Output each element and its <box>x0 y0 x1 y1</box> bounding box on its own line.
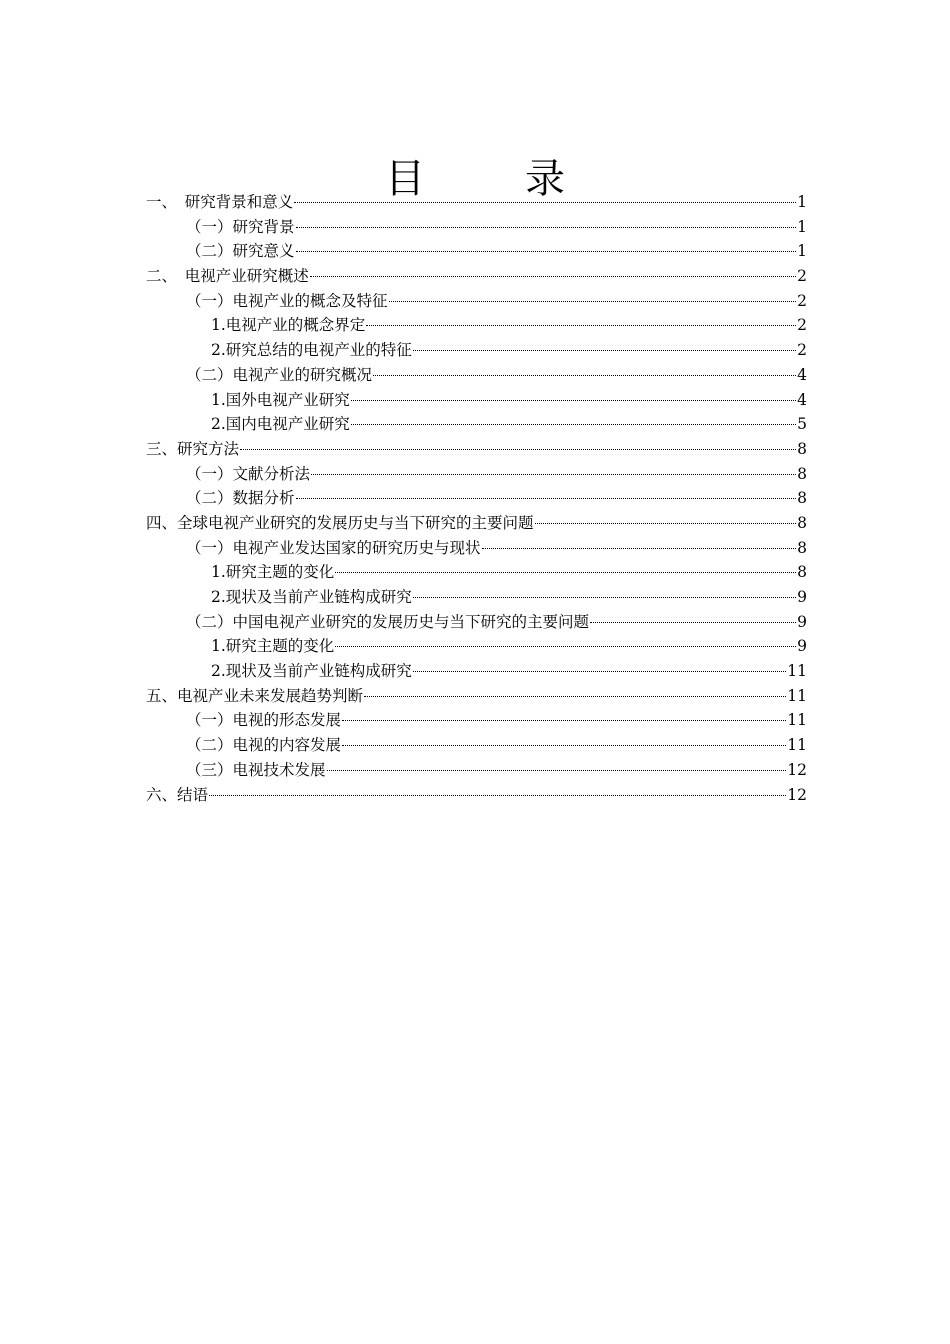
toc-entry[interactable] <box>146 585 807 610</box>
toc-entry[interactable] <box>146 783 807 808</box>
toc-entry[interactable] <box>146 536 807 561</box>
toc-page-number: 4 <box>797 365 807 384</box>
toc-title: 目 录 <box>385 155 595 202</box>
toc-entry[interactable] <box>146 560 807 585</box>
toc-entry-text: （一）研究背景 <box>186 217 295 236</box>
toc-entry[interactable] <box>146 239 807 264</box>
toc-entry-text: 五、电视产业未来发展趋势判断 <box>146 686 364 705</box>
toc-dot-leader <box>364 696 786 697</box>
toc-entry[interactable] <box>146 363 807 388</box>
toc-dot-leader <box>342 720 786 721</box>
toc-entry[interactable] <box>146 733 807 758</box>
toc-entry-text: （二）数据分析 <box>186 489 295 508</box>
toc-page-number: 2 <box>797 316 807 335</box>
toc-entry[interactable] <box>146 313 807 338</box>
toc-page-number: 4 <box>797 390 807 409</box>
toc-entry-text: （二）研究意义 <box>186 242 295 261</box>
toc-dot-leader <box>311 474 796 475</box>
toc-dot-leader <box>482 548 797 549</box>
toc-entry[interactable] <box>146 684 807 709</box>
toc-dot-leader <box>366 325 796 326</box>
toc-entry[interactable] <box>146 264 807 289</box>
toc-entry-text: 一、 研究背景和意义 <box>146 193 294 211</box>
toc-page-number: 8 <box>797 439 807 458</box>
toc-entry-text: （三）电视技术发展 <box>186 760 326 779</box>
toc-entry-text: 六、结语 <box>146 785 209 804</box>
toc-list <box>146 190 807 807</box>
toc-page-number: 5 <box>797 415 807 434</box>
toc-entry[interactable] <box>146 437 807 462</box>
toc-entry[interactable] <box>146 412 807 437</box>
toc-page-number: 1 <box>797 193 807 211</box>
toc-entry-text: （一）电视产业的概念及特征 <box>186 291 388 310</box>
toc-page-number: 11 <box>787 711 807 730</box>
toc-page-number: 9 <box>797 637 807 656</box>
toc-entry-text: （二）电视的内容发展 <box>186 736 342 755</box>
toc-entry-text: 1.研究主题的变化 <box>211 637 335 656</box>
toc-dot-leader <box>535 523 797 524</box>
toc-entry[interactable] <box>146 462 807 487</box>
toc-page-number: 11 <box>787 662 807 681</box>
toc-page-number: 12 <box>787 785 807 804</box>
toc-page-number: 11 <box>787 736 807 755</box>
toc-entry[interactable] <box>146 610 807 635</box>
toc-dot-leader <box>590 622 796 623</box>
toc-page-number: 8 <box>797 563 807 582</box>
toc-entry[interactable] <box>146 289 807 314</box>
toc-entry-text: 1.研究主题的变化 <box>211 563 335 582</box>
toc-dot-leader <box>413 350 796 351</box>
toc-entry[interactable] <box>146 634 807 659</box>
toc-dot-leader <box>351 400 796 401</box>
toc-entry-text: 2.国内电视产业研究 <box>211 415 350 434</box>
toc-dot-leader <box>310 276 796 277</box>
toc-dot-leader <box>351 424 796 425</box>
toc-entry-text: 1.国外电视产业研究 <box>211 390 350 409</box>
toc-dot-leader <box>294 202 796 203</box>
toc-page-number: 8 <box>797 513 807 532</box>
toc-entry[interactable] <box>146 486 807 511</box>
toc-entry-text: 三、研究方法 <box>146 439 240 458</box>
toc-entry[interactable] <box>146 338 807 363</box>
toc-dot-leader <box>209 795 786 796</box>
toc-page-number: 1 <box>797 217 807 236</box>
toc-page-number: 2 <box>797 341 807 360</box>
toc-entry[interactable] <box>146 388 807 413</box>
toc-dot-leader <box>413 671 786 672</box>
toc-page-number: 11 <box>787 686 807 705</box>
toc-entry[interactable] <box>146 190 807 215</box>
toc-entry-text: 2.现状及当前产业链构成研究 <box>211 662 412 681</box>
toc-entry-text: 1.电视产业的概念界定 <box>211 316 366 335</box>
toc-entry-text: 2.现状及当前产业链构成研究 <box>211 588 412 606</box>
toc-dot-leader <box>240 449 796 450</box>
toc-page-number: 2 <box>797 291 807 310</box>
toc-entry[interactable] <box>146 659 807 684</box>
toc-dot-leader <box>413 597 796 598</box>
toc-entry[interactable] <box>146 511 807 536</box>
toc-entry-text: （一）电视产业发达国家的研究历史与现状 <box>186 538 481 557</box>
toc-page-number: 1 <box>797 242 807 261</box>
toc-page-number: 2 <box>797 267 807 286</box>
toc-dot-leader <box>342 745 786 746</box>
toc-dot-leader <box>296 227 797 228</box>
toc-entry-text: 2.研究总结的电视产业的特征 <box>211 341 412 360</box>
toc-entry[interactable] <box>146 708 807 733</box>
toc-page-number: 8 <box>797 538 807 557</box>
toc-entry-text: （二）中国电视产业研究的发展历史与当下研究的主要问题 <box>186 612 590 631</box>
toc-entry[interactable] <box>146 758 807 783</box>
toc-entry-text: 二、 电视产业研究概述 <box>146 267 309 286</box>
toc-page-number: 12 <box>787 760 807 779</box>
toc-page-number: 8 <box>797 464 807 483</box>
toc-dot-leader <box>296 251 797 252</box>
toc-page-number: 8 <box>797 489 807 508</box>
toc-dot-leader <box>335 572 796 573</box>
toc-dot-leader <box>389 301 797 302</box>
toc-dot-leader <box>335 646 796 647</box>
toc-entry-text: 四、全球电视产业研究的发展历史与当下研究的主要问题 <box>146 513 534 532</box>
toc-page-number: 9 <box>797 588 807 606</box>
toc-entry-text: （一）文献分析法 <box>186 464 311 483</box>
toc-entry[interactable] <box>146 215 807 240</box>
toc-dot-leader <box>327 770 787 771</box>
toc-dot-leader <box>296 498 797 499</box>
toc-entry-text: （二）电视产业的研究概况 <box>186 365 373 384</box>
toc-entry-text: （一）电视的形态发展 <box>186 711 342 730</box>
toc-dot-leader <box>373 375 796 376</box>
toc-page-number: 9 <box>797 612 807 631</box>
